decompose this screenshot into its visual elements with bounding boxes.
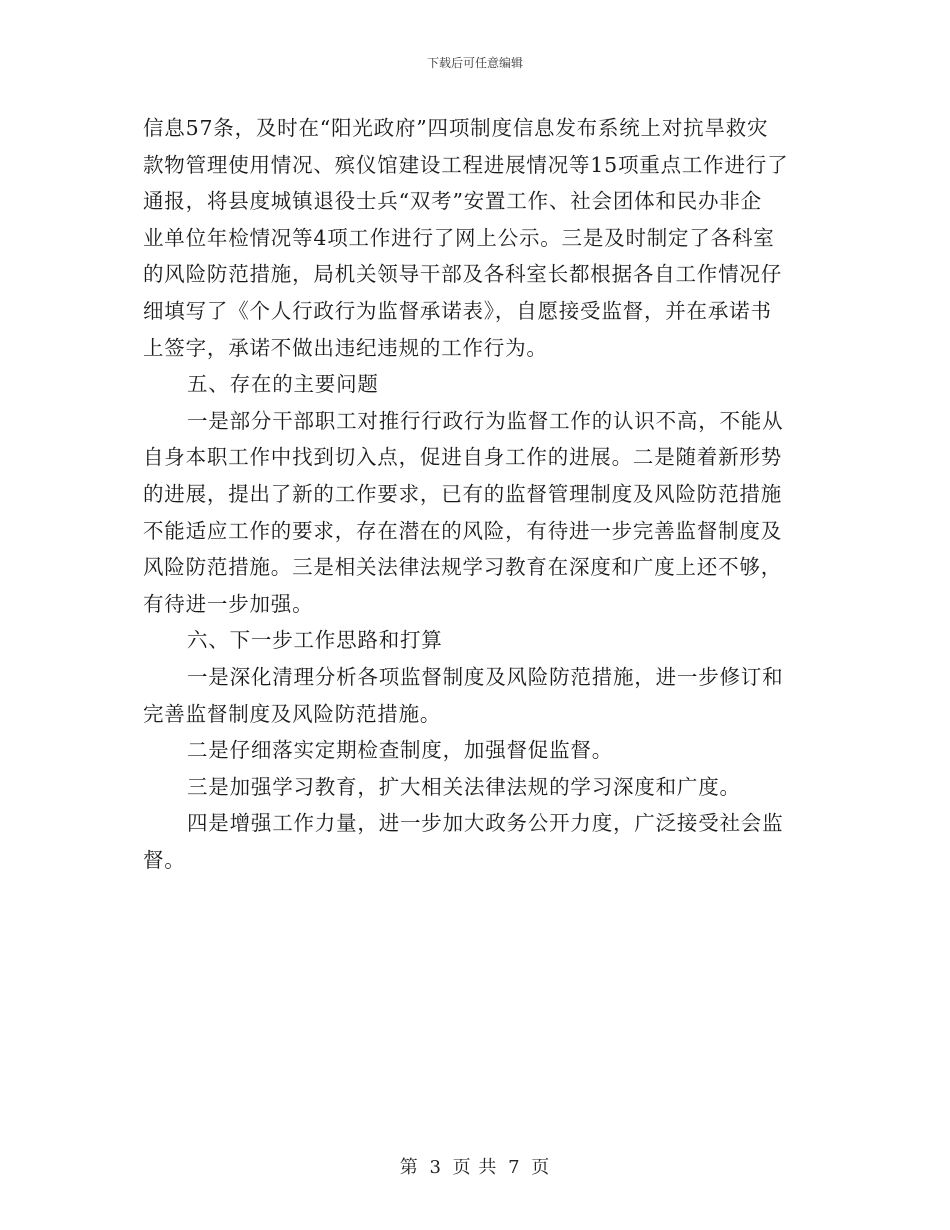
- text-line: 业单位年检情况等4项工作进行了网上公示。三是及时制定了各科室: [143, 225, 775, 250]
- page-footer: [0, 1153, 950, 1179]
- document-body: [143, 110, 803, 878]
- text-line: 督。: [143, 847, 186, 872]
- text-line: 风险防范措施。三是相关法律法规学习教育在深度和广度上还不够，: [143, 555, 782, 580]
- text-line: 三是加强学习教育，扩大相关法律法规的学习深度和广度。: [187, 774, 741, 799]
- text-line: 六、下一步工作思路和打算: [187, 628, 443, 653]
- text-line: 二是仔细落实定期检查制度，加强督促监督。: [187, 738, 613, 763]
- text-line: 有待进一步加强。: [143, 591, 314, 616]
- footer-suffix: 页: [531, 1157, 551, 1178]
- text-line: 细填写了《个人行政行为监督承诺表》，自愿接受监督，并在承诺书: [143, 298, 772, 323]
- text-line: 自身本职工作中找到切入点，促进自身工作的进展。二是随着新形势: [143, 445, 782, 470]
- text-line: 一是部分干部职工对推行行政行为监督工作的认识不高，不能从: [187, 408, 784, 433]
- text-line: 不能适应工作的要求，存在潜在的风险，有待进一步完善监督制度及: [143, 518, 782, 543]
- text-line: 一是深化清理分析各项监督制度及风险防范措施，进一步修订和: [187, 664, 784, 689]
- footer-prefix: 第: [399, 1157, 419, 1178]
- text-line: 的风险防范措施，局机关领导干部及各科室长都根据各自工作情况仔: [143, 262, 782, 287]
- text-line: 信息57条，及时在“阳光政府”四项制度信息发布系统上对抗旱救灾: [143, 116, 769, 140]
- text-line: 通报，将县度城镇退役士兵“双考”安置工作、社会团体和民办非企: [143, 189, 762, 214]
- text-line: 四是增强工作力量，进一步加大政务公开力度，广泛接受社会监: [187, 811, 784, 836]
- text-line: 五、存在的主要问题: [187, 372, 379, 397]
- header-note: 下载后可任意编辑: [426, 56, 523, 70]
- footer-middle: 页 共: [452, 1157, 498, 1178]
- footer-current-page: 3: [429, 1157, 442, 1178]
- text-line: 上签字，承诺不做出违纪违规的工作行为。: [143, 335, 548, 360]
- text-line: 完善监督制度及风险防范措施。: [143, 701, 442, 726]
- footer-total-pages: 7: [508, 1157, 521, 1178]
- text-line: 的进展，提出了新的工作要求，已有的监督管理制度及风险防范措施: [143, 481, 782, 506]
- text-line: 款物管理使用情况、殡仪馆建设工程进展情况等15项重点工作进行了: [143, 152, 789, 177]
